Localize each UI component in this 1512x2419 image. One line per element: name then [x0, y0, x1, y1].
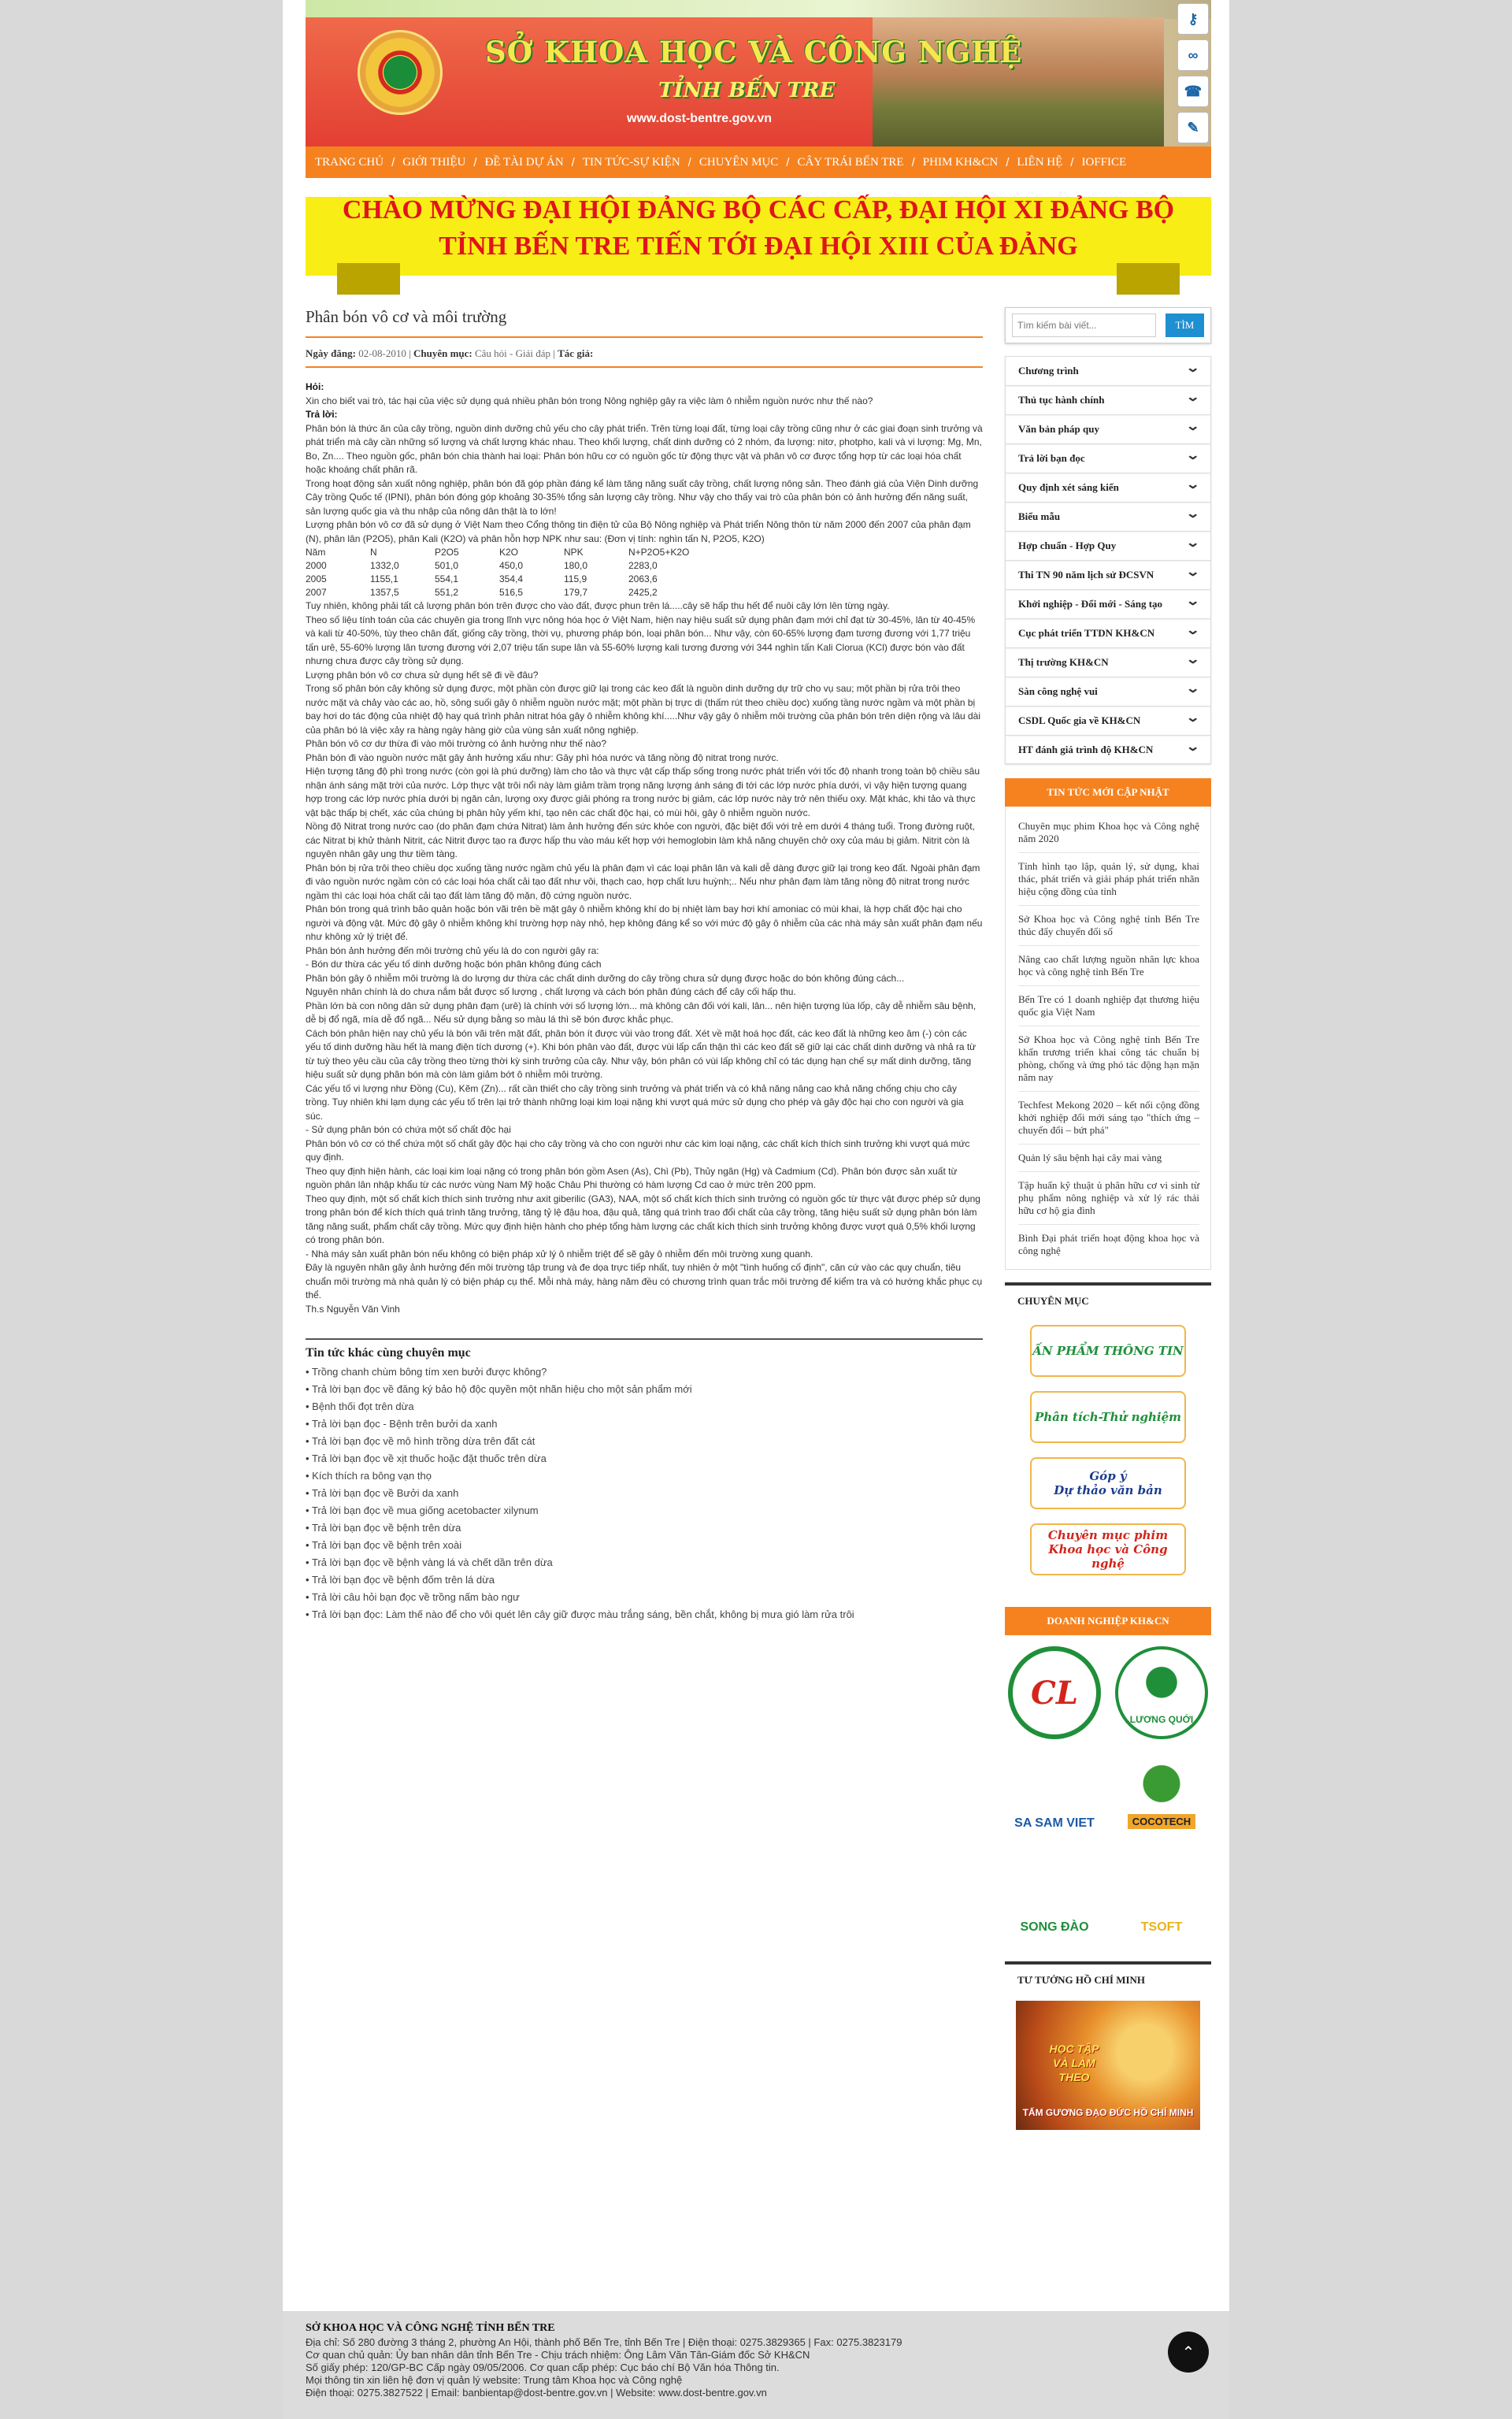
chevron-down-icon: ⌄ — [1184, 536, 1200, 550]
article-paragraph: Hiện tượng tăng độ phì trong nước (còn gọi là phú dưỡng) làm cho tảo và thực vật cấp thấp sống trong nước phát triển với tốc độ nhanh trong toàn bộ chiều sâu nhận ánh sáng mặt trời của nước. Lớp thực vật trôi nổi này làm giảm trầm trọng năng lượng ánh sáng đi tới các lớp nước phía dưới, vì vậy hiện tượng quang hợp trong các lớp nước phía dưới bị ngăn cản, lượng oxy được giải phóng ra trong nước bị giảm, các lớp nước này trở nên thiếu oxy. Mặt khác, khi tảo và thực vật bậc thấp bị chết, xác của chúng bị phân hủy yếm khí, tạo nên các chất độc hại, có mùi hôi, gây ô nhiễm nguồn nước. — [306, 766, 980, 818]
sidebar-menu-label: Trả lời bạn đọc — [1018, 452, 1085, 464]
related-news-item[interactable]: • Trả lời bạn đọc: Làm thế nào để cho vôi quét lên cây giữ được màu trắng sáng, bền chắt, không bị mưa gió làm rửa trôi — [306, 1606, 983, 1623]
nav-item-4[interactable]: CHUYÊN MỤC — [699, 155, 779, 169]
related-news-item[interactable]: • Trả lời bạn đọc về xịt thuốc hoặc đặt thuốc trên dừa — [306, 1450, 983, 1467]
footer-line: Điện thoại: 0275.3827522 | Email: banbientap@dost-bentre.gov.vn | Website: www.dost-bentre.gov.vn — [306, 2387, 767, 2399]
nav-separator: / — [786, 155, 790, 169]
table-cell: 2283,0 — [628, 560, 658, 571]
table-cell: 450,0 — [499, 560, 524, 571]
biz-logo[interactable] — [1115, 1646, 1208, 1739]
search-box — [1005, 307, 1211, 343]
nav-separator: / — [473, 155, 477, 169]
chevron-down-icon: ⌄ — [1184, 624, 1200, 637]
site-footer — [283, 2311, 1229, 2419]
latest-news-item[interactable]: Quản lý sâu bệnh hại cây mai vàng — [1018, 1145, 1199, 1172]
biz-name: LƯƠNG QUỚI — [1129, 1714, 1194, 1725]
sidebar-menu-item[interactable] — [1005, 735, 1211, 764]
sidebar-menu-item[interactable] — [1005, 560, 1211, 589]
table-cell: 1332,0 — [370, 560, 399, 571]
article — [306, 307, 983, 1623]
article-category[interactable]: Câu hỏi - Giải đáp — [474, 347, 551, 359]
phone-icon[interactable]: ☎ — [1177, 76, 1209, 107]
sidebar-menu-label: HT đánh giá trình độ KH&CN — [1018, 743, 1154, 755]
sidebar-menu-item[interactable] — [1005, 589, 1211, 618]
chuyen-muc-list — [1005, 1325, 1211, 1575]
biz-logo[interactable] — [1115, 1854, 1208, 1947]
biz-logo[interactable] — [1008, 1854, 1101, 1947]
chuyen-muc-banner[interactable] — [1030, 1457, 1186, 1509]
latest-news-item[interactable]: Nâng cao chất lượng nguồn nhân lực khoa học và công nghệ tỉnh Bến Tre — [1018, 946, 1199, 986]
date-label: Ngày đăng: — [306, 347, 356, 359]
site-header — [306, 0, 1211, 147]
chuyen-muc-banner[interactable] — [1030, 1391, 1186, 1443]
related-news-item[interactable]: • Trả lời bạn đọc về đăng ký bảo hộ độc quyền một nhãn hiệu cho một sản phẩm mới — [306, 1381, 983, 1398]
table-cell: 2063,6 — [628, 573, 658, 584]
latest-news-item[interactable]: Bến Tre có 1 doanh nghiệp đạt thương hiệu quốc gia Việt Nam — [1018, 986, 1199, 1026]
chuyen-muc-heading: CHUYÊN MỤC — [1005, 1282, 1211, 1308]
hcm-heading: TƯ TƯỞNG HỒ CHÍ MINH — [1005, 1961, 1211, 1987]
chuyen-muc-line-2: Dự thảo văn bản — [1054, 1483, 1162, 1497]
sidebar-menu-label: Cục phát triển TTDN KH&CN — [1018, 627, 1155, 639]
banner-line-1: CHÀO MỪNG ĐẠI HỘI ĐẢNG BỘ CÁC CẤP, ĐẠI HỘI XI ĐẢNG BỘ — [342, 195, 1175, 224]
nav-item-6[interactable]: PHIM KH&CN — [922, 155, 999, 169]
header-icons — [1175, 0, 1211, 147]
related-news-item[interactable]: • Trả lời bạn đọc về bệnh đốm trên lá dừa — [306, 1571, 983, 1589]
biz-logo[interactable] — [1008, 1750, 1101, 1843]
table-cell: 115,9 — [564, 573, 587, 584]
chevron-down-icon: ⌄ — [1184, 740, 1200, 754]
article-paragraph: Lượng phân bón vô cơ đã sử dụng ở Việt Nam theo Cổng thông tin điện tử của Bộ Nông nghiệp và Phát triển Nông thôn từ năm 2000 đến 2007 của phân đạm (N), phân lân (P2O5), phân Kali (K2O) và phân hỗn hợp NPK như sau: (Đơn vị tính: nghìn tấn N, P2O5, K2O) — [306, 519, 971, 544]
table-cell: 2425,2 — [628, 587, 658, 598]
header-strip — [306, 0, 1211, 19]
article-paragraph: - Sử dụng phân bón có chứa một số chất độc hại — [306, 1124, 511, 1135]
latest-news-item[interactable]: Techfest Mekong 2020 – kết nối cộng đồng khởi nghiệp đổi mới sáng tạo "thích ứng – chuyển đổi – bứt phá" — [1018, 1092, 1199, 1145]
chuyen-muc-banner[interactable] — [1030, 1325, 1186, 1377]
latest-news-list — [1005, 807, 1211, 1270]
back-to-top-button[interactable] — [1168, 2332, 1209, 2373]
latest-news-heading: TIN TỨC MỚI CẬP NHẬT — [1005, 778, 1211, 807]
chevron-down-icon: ⌄ — [1184, 711, 1200, 725]
search-input[interactable] — [1012, 314, 1156, 337]
hcm-banner[interactable] — [1016, 2001, 1200, 2130]
table-header: P2O5 — [435, 547, 459, 558]
article-paragraph: Các yếu tố vi lượng như Đồng (Cu), Kẽm (Zn)... rất cần thiết cho cây trồng sinh trưởng và phát triển và có khả năng nâng cao khả năng chống chịu cho cây trồng. Tuy nhiên khi lạm dụng các yếu tố trên lại trở thành những loại kim loại nặng khi vượt quá mức sử dụng cho phép và gây độc hại cho con người và gia súc. — [306, 1082, 964, 1122]
chuyen-muc-line-1: Phân tích-Thử nghiệm — [1034, 1410, 1182, 1424]
related-news-item[interactable]: • Trả lời bạn đọc - Bệnh trên bưởi da xanh — [306, 1415, 983, 1433]
table-cell: 2005 — [306, 573, 327, 584]
table-header: N — [370, 547, 377, 558]
sidebar-menu-item[interactable] — [1005, 414, 1211, 443]
sidebar-menu — [1005, 356, 1211, 764]
table-cell: 180,0 — [564, 560, 588, 571]
page — [283, 0, 1229, 2419]
biz-name: CL — [1031, 1674, 1078, 1712]
fertilizer-table — [306, 546, 693, 599]
related-heading: Tin tức khác cùng chuyên mục — [306, 1346, 471, 1360]
footer-org-name: SỞ KHOA HỌC VÀ CÔNG NGHỆ TỈNH BẾN TRE — [306, 2322, 555, 2334]
chevron-down-icon: ⌄ — [1184, 391, 1200, 404]
related-news-item[interactable]: • Trả lời bạn đọc về mua giống acetobacter xilynum — [306, 1502, 983, 1519]
table-header: N+P2O5+K2O — [628, 547, 690, 558]
article-paragraph: Trong hoạt động sản xuất nông nghiệp, phân bón đã góp phần đáng kể làm tăng năng suất cây trồng, chất lượng nông sản. Theo đánh giá của Viện Dinh dưỡng Cây trồng Quốc tế (IPNI), phân bón đóng góp khoảng 30-35% tổng sản lượng cây trồng. Như vậy cho thấy vai trò của phân bón có ảnh hưởng đến năng suất, sản lượng quốc gia và thu nhập của nông dân thật là to lớn! — [306, 477, 979, 517]
latest-news-item[interactable]: Tỉnh hình tạo lập, quản lý, sử dụng, khai thác, phát triển và giải pháp phát triển nhãn hiệu cộng đồng của tỉnh — [1018, 853, 1199, 906]
table-header: NPK — [564, 547, 584, 558]
chevron-up-icon: ⌃ — [1181, 2343, 1195, 2361]
biz-logo[interactable] — [1008, 1646, 1101, 1739]
sidebar-menu-label: CSDL Quốc gia về KH&CN — [1018, 714, 1141, 726]
nav-separator: / — [571, 155, 575, 169]
hcm-text-2: TẤM GƯƠNG ĐẠO ĐỨC HỒ CHÍ MINH — [1022, 2107, 1194, 2118]
article-paragraph: Phân bón trong quá trình bảo quản hoặc bón vãi trên bề mặt gây ô nhiễm không khí do bị nhiệt làm bay hơi khí amoniac có mùi khai, là hợp chất độc hại cho người và động vật. Mức độ gây ô nhiễm không khí trường hợp này nhỏ, hẹp không đáng kể so với mức độ gây ô nhiễm của các nhà máy sản xuất phân đạm nếu như không xử lý triệt để. — [306, 903, 983, 942]
article-paragraph: Phân bón bị rửa trôi theo chiều dọc xuống tầng nước ngầm chủ yếu là phân đạm vì các loại phân lân và kali dễ dàng được giữ lại trong keo đất. Ngoài phân đạm đi vào nguồn nước ngầm còn có các loại hóa chất cải tạo đất như vôi, thạch cao, hợp chất lưu huỳnh;.. Nếu như phân đạm làm tăng nồng độ nitrat trong nước ngầm thì các loại hóa chất cải tạo đất làm tăng độ mặn, độ cứng nguồn nước. — [306, 862, 980, 901]
table-cell: 179,7 — [564, 587, 588, 598]
article-paragraph: Theo quy định hiện hành, các loại kim loại nặng có trong phân bón gồm Asen (As), Chì (Pb), Thủy ngân (Hg) và Cadmium (Cd). Phân bón được sản xuất từ nguồn phân lân nhập khẩu từ các nước vùng Nam Mỹ hoặc Châu Phi thường có hàm lượng Cd cao ở mức trên 200 ppm. — [306, 1165, 958, 1190]
sidebar-menu-label: Văn bản pháp quy — [1018, 423, 1099, 435]
table-cell: 2000 — [306, 560, 327, 571]
nav-separator: / — [687, 155, 691, 169]
biz-name: COCOTECH — [1128, 1814, 1195, 1829]
sidebar-menu-item[interactable] — [1005, 531, 1211, 560]
main-nav — [306, 147, 1211, 178]
chevron-down-icon: ⌄ — [1184, 478, 1200, 492]
related-news-item[interactable]: • Trả lời bạn đọc về Bưởi da xanh — [306, 1485, 983, 1502]
related-news-item[interactable]: • Trả lời bạn đọc về bệnh trên xoài — [306, 1537, 983, 1554]
nav-item-1[interactable]: GIỚI THIỆU — [402, 155, 466, 169]
related-news-item[interactable]: • Kích thích ra bông vạn thọ — [306, 1467, 983, 1485]
nav-item-0[interactable]: TRANG CHỦ — [315, 155, 384, 169]
nav-item-8[interactable]: IOFFICE — [1081, 155, 1127, 169]
article-paragraph: Phần lớn bà con nông dân sử dụng phân đạm (urê) là chính với số lượng lớn... mà không cân đối với kali, lân... nên hiện tượng lúa lốp, cây dễ nhiễm sâu bệnh, dễ bị đổ ngã, mía dễ đổ ngã... Nếu sử dụng bằng so màu lá thì sẽ bón được khắc phục. — [306, 1000, 976, 1025]
footer-line: Số giấy phép: 120/GP-BC Cấp ngày 09/05/2006. Cơ quan cấp phép: Cục báo chí Bộ Văn hóa Thông tin. — [306, 2361, 780, 2373]
sidebar-menu-item[interactable] — [1005, 443, 1211, 473]
banner-line-2: TỈNH BẾN TRE TIẾN TỚI ĐẠI HỘI XIII CỦA ĐẢNG — [439, 232, 1078, 261]
footer-line: Địa chỉ: Số 280 đường 3 tháng 2, phường An Hội, thành phố Bến Tre, tỉnh Bến Tre | Điện thoại: 0275.3829365 | Fax: 0275.3823179 — [306, 2336, 902, 2348]
biz-logos — [1005, 1635, 1211, 1947]
question-text: Xin cho biết vai trò, tác hại của việc sử dụng quá nhiều phân bón trong Nông nghiệp gây ra việc làm ô nhiễm nguồn nước như thế nào? — [306, 395, 873, 406]
footer-line: Cơ quan chủ quản: Ủy ban nhân dân tỉnh Bến Tre - Chịu trách nhiệm: Ông Lâm Văn Tân-Giám đốc Sở KH&CN — [306, 2349, 810, 2361]
table-row — [306, 586, 693, 599]
biz-logo[interactable] — [1115, 1750, 1208, 1843]
chevron-down-icon: ⌄ — [1184, 566, 1200, 579]
site-title: SỞ KHOA HỌC VÀ CÔNG NGHỆ — [485, 35, 1023, 69]
article-paragraph: Nguyên nhân chính là do chưa nắm bắt được số lượng , chất lượng và cách bón phân đúng cách để cây cối hấp thu. — [306, 986, 796, 997]
article-paragraph: - Nhà máy sản xuất phân bón nếu không có biện pháp xử lý ô nhiễm triệt để sẽ gây ô nhiễm đến môi trường xung quanh. — [306, 1248, 813, 1260]
site-subtitle: TỈNH BẾN TRE — [658, 79, 836, 102]
article-paragraph: Theo số liệu tính toán của các chuyên gia trong lĩnh vực nông hóa học ở Việt Nam, hiện nay hiệu suất sử dụng phân đạm mới chỉ đạt từ 30-45%, lân từ 40-45% và kali từ 40-50%, tùy theo chân đất, giống cây trồng, thời vụ, phương pháp bón, loại phân bón... Như vậy, còn 60-65% lượng đạm tương đương với 1,77 triệu tấn urê, 55-60% lượng lân tương đương với 2,07 triệu tấn supe lân và 55-60% lượng kali tương đương với 344 nghìn tấn Kali Clorua (KCl) được bón vào đất nhưng chưa được cây trồng sử dụng. — [306, 614, 976, 666]
article-paragraph: Theo quy định, một số chất kích thích sinh trưởng như axit giberilic (GA3), NAA, một số chất kích thích sinh trưởng có nguồn gốc từ thực vật được phép sử dụng trong phân bón để kích thích quá trình tăng trưởng, tăng tỷ lệ đậu hoa, đậu quả, tăng quá trình trao đổi chất của cây trồng, tăng hiệu suất sử dụng phân bón làm tăng năng suất, phẩm chất cây trồng. Mức quy định hiện hành cho phép tổng hàm lượng các chất kích thích sinh trưởng không được vượt quá 0,5% khối lượng có trong phân bón. — [306, 1193, 980, 1245]
article-paragraph: Phân bón gây ô nhiễm môi trường là do lượng dư thừa các chất dinh dưỡng do cây trồng chưa sử dụng được hoặc do bón không đúng cách... — [306, 972, 905, 984]
chevron-down-icon: ⌄ — [1184, 595, 1200, 608]
article-body — [306, 380, 983, 1316]
author-label: Tác giả: — [558, 347, 594, 359]
nav-separator: / — [911, 155, 915, 169]
chevron-down-icon: ⌄ — [1184, 420, 1200, 433]
table-cell: 354,4 — [499, 573, 524, 584]
biz-name: TSOFT — [1140, 1920, 1183, 1934]
key-icon[interactable]: ⚷ — [1177, 3, 1209, 35]
article-paragraph: Trong số phân bón cây không sử dụng được, một phần còn được giữ lại trong các keo đất là nguồn dinh dưỡng dự trữ cho vụ sau; một phần bị rửa trôi theo nước mặt và chảy vào các ao, hồ, sông suối gây ô nhiễm nguồn nước mặt; một phần bị trực di (thấm rút theo chiều dọc) xuống tầng nước ngầm và một phần bị bay hơi do tác động của nhiệt độ hay quá trình phản nitrat hóa gây ô nhiễm không khí.....Như vậy gây ô nhiễm môi trường của phân bón trên diện rộng và lâu dài của phân bó là việc xảy ra hàng ngày hàng giờ của vùng sản xuất nông nghiệp. — [306, 683, 981, 736]
chevron-down-icon: ⌄ — [1184, 362, 1200, 375]
site-url: www.dost-bentre.gov.vn — [627, 112, 773, 125]
sidebar-menu-label: Khởi nghiệp - Đổi mới - Sáng tạo — [1018, 598, 1163, 610]
nav-separator: / — [391, 155, 395, 169]
sidebar-menu-item[interactable] — [1005, 473, 1211, 502]
table-cell: 516,5 — [499, 587, 524, 598]
article-paragraph: Phân bón ảnh hưởng đến môi trường chủ yếu là do con người gây ra: — [306, 944, 599, 956]
chevron-down-icon: ⌄ — [1184, 653, 1200, 666]
sidebar-menu-label: Thủ tục hành chính — [1018, 394, 1105, 406]
article-date: 02-08-2010 — [358, 347, 406, 359]
footer-line: Mọi thông tin xin liên hệ đơn vị quản lý website: Trung tâm Khoa học và Công nghệ — [306, 2374, 683, 2386]
article-meta: Ngày đăng: 02-08-2010 | Chuyên mục: Câu hỏi - Giải đáp | Tác giả: — [306, 338, 983, 368]
article-paragraph: Phân bón vô cơ dư thừa đi vào môi trường có ảnh hưởng như thế nào? — [306, 738, 607, 749]
table-cell: 2007 — [306, 587, 327, 598]
chuyen-muc-line-1: Chuyên mục phim — [1047, 1528, 1169, 1542]
chevron-down-icon: ⌄ — [1184, 449, 1200, 462]
table-cell: 551,2 — [435, 587, 459, 598]
nav-item-3[interactable]: TIN TỨC-SỰ KIỆN — [582, 155, 680, 169]
related-news-item[interactable]: • Trả lời bạn đọc về bệnh vàng lá và chết dần trên dừa — [306, 1554, 983, 1571]
latest-news-item[interactable]: Sở Khoa học và Công nghệ tỉnh Bến Tre khẩn trương triển khai công tác chuẩn bị phòng, chống và ứng phó tác động hạn mặn năm nay — [1018, 1026, 1199, 1092]
nav-separator: / — [1006, 155, 1010, 169]
article-paragraph: Lượng phân bón vô cơ chưa sử dụng hết sẽ đi về đâu? — [306, 669, 539, 681]
article-paragraph: - Bón dư thừa các yếu tố dinh dưỡng hoặc bón phân không đúng cách — [306, 959, 602, 970]
sidebar-menu-item[interactable] — [1005, 677, 1211, 706]
link-icon[interactable]: ∞ — [1177, 39, 1209, 71]
chuyen-muc-line-1: Góp ý — [1089, 1469, 1127, 1483]
related-news-item[interactable]: • Trả lời bạn đọc về mô hình trồng dừa trên đất cát — [306, 1433, 983, 1450]
biz-name: SA SAM VIET — [1014, 1816, 1095, 1830]
article-paragraph: Phân bón đi vào nguồn nước mặt gây ảnh hưởng xấu như: Gây phì hóa nước và tăng nồng độ nitrat trong nước. — [306, 751, 779, 763]
table-row — [306, 559, 693, 573]
document-icon[interactable]: ✎ — [1177, 112, 1209, 143]
latest-news-item[interactable]: Sở Khoa học và Công nghệ tỉnh Bến Tre thúc đẩy chuyển đổi số — [1018, 906, 1199, 946]
site-logo[interactable] — [358, 30, 443, 115]
question-label: Hỏi: — [306, 381, 324, 392]
congress-banner — [306, 187, 1211, 298]
table-cell: 1155,1 — [370, 573, 398, 584]
sidebar-menu-label: Sàn công nghệ vui — [1018, 685, 1098, 697]
chuyen-muc-line-1: ẤN PHẨM THÔNG TIN — [1032, 1344, 1184, 1358]
table-cell: 554,1 — [435, 573, 459, 584]
sidebar-menu-label: Hợp chuẩn - Hợp Quy — [1018, 540, 1117, 551]
related-news-item[interactable]: • Bệnh thối đọt trên dừa — [306, 1398, 983, 1415]
answer-label: Trả lời: — [306, 409, 338, 420]
sidebar — [1005, 307, 1211, 2130]
nav-item-7[interactable]: LIÊN HỆ — [1017, 155, 1063, 169]
article-title: Phân bón vô cơ và môi trường — [306, 307, 983, 338]
category-label: Chuyên mục: — [413, 347, 472, 359]
hcm-text-1: HỌC TẬP VÀ LÀM THEO — [1049, 2042, 1099, 2083]
sidebar-menu-label: Chương trình — [1018, 365, 1079, 377]
sidebar-menu-item[interactable] — [1005, 385, 1211, 414]
latest-news-item[interactable]: Tập huấn kỹ thuật ủ phân hữu cơ vi sinh từ phụ phẩm nông nghiệp và xử lý rác thải hữu cơ hộ gia đình — [1018, 1172, 1199, 1225]
article-paragraph: Nồng độ Nitrat trong nước cao (do phân đạm chứa Nitrat) làm ảnh hưởng đến sức khỏe con người, đặc biệt đối với trẻ em dưới 4 tháng tuổi. Trong đường ruột, các Nitrat bị khử thành Nitrit, các Nitrit được tạo ra được hấp thu vào máu kết hợp với hemoglobin làm khả năng chuyên chở oxy của máu bị giảm. Nitrit còn là nguyên nhân gây ung thư tiềm tàng. — [306, 821, 975, 859]
biz-heading: DOANH NGHIỆP KH&CN — [1005, 1607, 1211, 1635]
chuyen-muc-line-2: Khoa học và Công nghệ — [1048, 1542, 1168, 1571]
related-news-item[interactable]: • Trả lời bạn đọc về bệnh trên dừa — [306, 1519, 983, 1537]
sidebar-menu-label: Thi TN 90 năm lịch sử ĐCSVN — [1018, 569, 1154, 581]
sidebar-menu-item[interactable] — [1005, 647, 1211, 677]
article-paragraph: Phân bón là thức ăn của cây trồng, nguồn dinh dưỡng chủ yếu cho cây phát triển. Trên từng loại đất, từng loại cây trồng cũng như ở các giai đoạn sinh trưởng và phát triển mà cây cần những số lượng và chất lượng khác nhau. Theo khối lượng, chất dinh dưỡng có 2 nhóm, đa lượng: nitơ, photpho, kali và vi lượng: Mg, Mn, Bo, Zn.... Theo nguồn gốc, phân bón chia thành hai loại: Phân bón hữu cơ có nguồn gốc từ động thực vật và phân vô cơ được tổng hợp từ các loại hóa chất hoặc khoáng chất phân rã. — [306, 422, 983, 475]
article-paragraph: Cách bón phân hiện nay chủ yếu là bón vãi trên mặt đất, phân bón ít được vùi vào trong đất. Xét về mặt hoá học đất, các keo đất là những keo âm (-) còn các yếu tố dinh dưỡng hầu hết là mang điện tích dương (+). Khi bón phân vào đất, được vùi lấp cẩn thận thì các keo đất sẽ giữ lại các chất dinh dưỡng và nhả ra từ từ tuỳ theo yêu cầu của cây trồng theo từng thời kỳ sinh trưởng của cây. Như vậy, bón phân có vùi lấp không chỉ có tác dụng hạn chế sự mất dinh dưỡng, tăng hiệu suất sử dụng phân bón mà còn làm giảm bớt ô nhiễm môi trường. — [306, 1027, 976, 1080]
sidebar-menu-item[interactable] — [1005, 502, 1211, 531]
nav-item-5[interactable]: CÂY TRÁI BẾN TRE — [797, 155, 904, 169]
sidebar-menu-item[interactable] — [1005, 706, 1211, 735]
search-button[interactable]: TÌM — [1166, 314, 1204, 337]
table-row — [306, 573, 693, 586]
table-header: Năm — [306, 547, 326, 558]
biz-name: SONG ĐÀO — [1020, 1920, 1089, 1934]
table-cell: 501,0 — [435, 560, 459, 571]
table-cell: 1357,5 — [370, 587, 399, 598]
article-paragraph: Đây là nguyên nhân gây ảnh hưởng đến môi trường tập trung và đe dọa trực tiếp nhất, tuy nhiên ở một "tình huống cố định", căn cứ vào các quy chuẩn, tiêu chuẩn môi trường mà nhà quản lý có biện pháp cụ thể. Mỗi nhà máy, hàng năm đều có chương trình quan trắc môi trường để kiểm tra và có hướng khắc phục cụ thể. — [306, 1262, 983, 1300]
chevron-down-icon: ⌄ — [1184, 682, 1200, 696]
related-news — [306, 1338, 983, 1623]
article-paragraph: Tuy nhiên, không phải tất cả lượng phân bón trên được cho vào đất, được phun trên lá.....cây sẽ hấp thu hết để nuôi cây lớn lên từng ngày. — [306, 600, 890, 611]
nav-item-2[interactable]: ĐỀ TÀI DỰ ÁN — [484, 155, 564, 169]
related-news-item[interactable]: • Trồng chanh chùm bông tím xen bưởi được không? — [306, 1363, 983, 1381]
sidebar-menu-item[interactable] — [1005, 618, 1211, 647]
chuyen-muc-banner[interactable] — [1030, 1523, 1186, 1575]
sidebar-menu-label: Thị trường KH&CN — [1018, 656, 1109, 668]
article-paragraph: Th.s Nguyễn Văn Vinh — [306, 1303, 400, 1315]
sidebar-menu-label: Biểu mẫu — [1018, 510, 1061, 522]
latest-news-item[interactable]: Bình Đại phát triển hoạt động khoa học và công nghệ — [1018, 1232, 1199, 1256]
latest-news-item[interactable]: Chuyên mục phim Khoa học và Công nghệ năm 2020 — [1018, 813, 1199, 853]
related-news-item[interactable]: • Trả lời câu hỏi bạn đọc về trồng nấm bào ngư — [306, 1589, 983, 1606]
article-paragraph: Phân bón vô cơ có thể chứa một số chất gây độc hại cho cây trồng và cho con người như các kim loại nặng, các chất kích thích sinh trưởng khi vượt quá mức quy định. — [306, 1137, 970, 1163]
nav-separator: / — [1070, 155, 1074, 169]
sidebar-menu-label: Quy định xét sáng kiến — [1018, 481, 1119, 493]
sidebar-menu-item[interactable] — [1005, 356, 1211, 385]
table-header: K2O — [499, 547, 519, 558]
chevron-down-icon: ⌄ — [1184, 507, 1200, 521]
